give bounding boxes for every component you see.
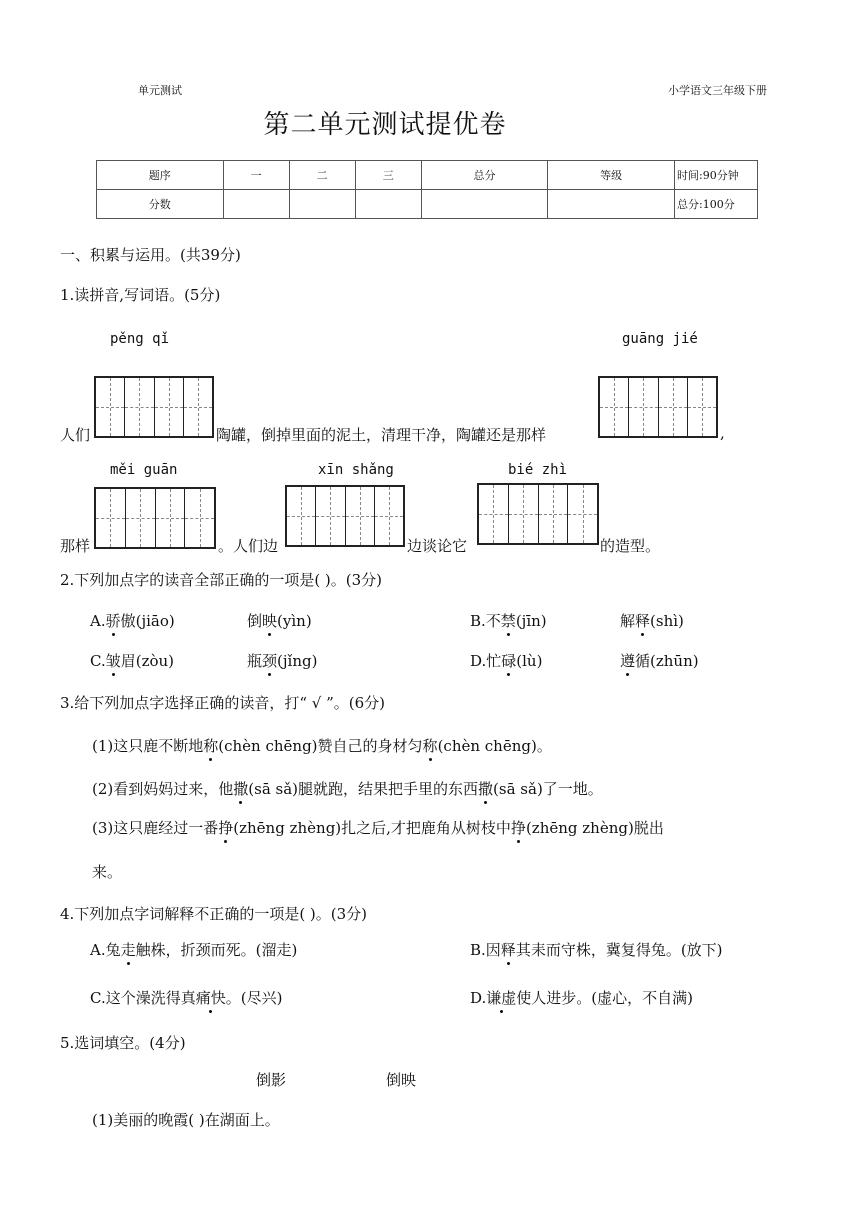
dotted-char: 痛快: [195, 989, 226, 1007]
dotted-char: 骄: [105, 612, 121, 630]
header-right: 小学语文三年级下册: [668, 84, 767, 97]
q3-sentence-2: (2)看到妈妈过来，他撒(sā sǎ)腿就跑，结果把手里的东西撒(sā sǎ)了一地。: [92, 780, 603, 798]
writing-grid[interactable]: [94, 376, 214, 438]
dotted-char: 释: [500, 941, 516, 959]
sentence-text: 陶罐，倒掉里面的泥土，清理干净，陶罐还是那样: [216, 426, 547, 444]
dotted-char: 碌: [501, 652, 517, 670]
question-1-title: 1.读拼音,写词语。(5分): [60, 286, 221, 304]
question-5-title: 5.选词填空。(4分): [60, 1034, 186, 1052]
pinyin-label: měi guān: [110, 462, 178, 478]
dotted-char: 撒: [478, 780, 494, 798]
dotted-char: 谦虚: [486, 989, 517, 1007]
table-cell: 等级: [548, 161, 675, 190]
option-d-word2: 遵循(zhūn): [620, 652, 699, 670]
option-b-word2: 解释(shì): [620, 612, 684, 630]
section-heading: 一、积累与运用。(共39分): [60, 246, 241, 264]
dotted-char: 挣: [218, 819, 234, 837]
table-row: [97, 190, 758, 219]
score-input-cell[interactable]: [289, 190, 355, 219]
score-input-cell[interactable]: [355, 190, 421, 219]
dotted-char: 颈: [262, 652, 278, 670]
writing-grid[interactable]: [94, 487, 216, 549]
question-2-title: 2.下列加点字的读音全部正确的一项是( )。(3分): [60, 571, 383, 589]
pinyin-label: pěng qǐ: [110, 331, 170, 347]
table-row: [97, 161, 758, 190]
dotted-char: 皱: [105, 652, 121, 670]
question-4-title: 4.下列加点字词解释不正确的一项是( )。(3分): [60, 905, 368, 923]
sentence-text: 。人们边: [218, 537, 279, 555]
option-d[interactable]: D.忙碌(lù): [470, 652, 543, 670]
score-table: [96, 160, 758, 219]
pinyin-label: bié zhì: [508, 462, 568, 478]
dotted-char: 遵: [620, 652, 636, 670]
dotted-char: 挣: [510, 819, 526, 837]
word-choice: 倒映: [386, 1071, 417, 1089]
table-cell: 一: [223, 161, 289, 190]
score-input-cell[interactable]: [223, 190, 289, 219]
sentence-text: ,: [720, 424, 725, 442]
option-b[interactable]: B.不禁(jīn): [470, 612, 547, 630]
table-cell: 题序: [97, 161, 224, 190]
dotted-char: 禁: [500, 612, 516, 630]
writing-grid[interactable]: [598, 376, 718, 438]
sentence-text: 边谈论它: [407, 537, 468, 555]
q3-sentence-3-cont: 来。: [92, 863, 123, 881]
option-c[interactable]: C.这个澡洗得真痛快。(尽兴): [90, 989, 283, 1007]
option-a[interactable]: A.骄傲(jiāo): [90, 612, 175, 630]
q5-sentence-1: (1)美丽的晚霞( )在湖面上。: [92, 1111, 280, 1129]
score-input-cell[interactable]: [548, 190, 675, 219]
writing-grid[interactable]: [477, 483, 599, 545]
score-input-cell[interactable]: [421, 190, 548, 219]
option-c-word2: 瓶颈(jǐng): [247, 652, 318, 670]
option-b[interactable]: B.因释其耒而守株，冀复得兔。(放下): [470, 941, 723, 959]
time-cell: 时间:90分钟: [675, 161, 758, 190]
dotted-char: 走: [120, 941, 136, 959]
table-cell: 分数: [97, 190, 224, 219]
table-cell: 三: [355, 161, 421, 190]
dotted-char: 称: [422, 737, 438, 755]
question-3-title: 3.给下列加点字选择正确的读音，打“ √ ”。(6分): [60, 694, 385, 712]
dotted-char: 释: [635, 612, 651, 630]
pinyin-label: guāng jié: [622, 331, 698, 347]
pinyin-label: xīn shǎng: [318, 462, 394, 478]
dotted-char: 映: [262, 612, 278, 630]
header-left: 单元测试: [138, 84, 182, 97]
word-choice: 倒影: [256, 1071, 287, 1089]
option-c[interactable]: C.皱眉(zòu): [90, 652, 175, 670]
page-title: 第二单元测试提优卷: [263, 110, 507, 140]
option-a-word2: 倒映(yìn): [247, 612, 312, 630]
table-cell: 二: [289, 161, 355, 190]
dotted-char: 撒: [233, 780, 249, 798]
writing-grid[interactable]: [285, 485, 405, 547]
sentence-text: 的造型。: [600, 537, 661, 555]
sentence-text: 那样: [60, 537, 91, 555]
q3-sentence-1: (1)这只鹿不断地称(chèn chēng)赞自己的身材匀称(chèn chēng)。: [92, 737, 552, 755]
total-cell: 总分:100分: [675, 190, 758, 219]
option-d[interactable]: D.谦虚使人进步。(虚心，不自满): [470, 989, 693, 1007]
q3-sentence-3: (3)这只鹿经过一番挣(zhēng zhèng)扎之后,才把鹿角从树枝中挣(zhēng zhèng)脱出: [92, 819, 664, 837]
dotted-char: 称: [203, 737, 219, 755]
sentence-text: 人们: [60, 426, 91, 444]
table-cell: 总分: [421, 161, 548, 190]
option-a[interactable]: A.兔走触株，折颈而死。(溜走): [90, 941, 298, 959]
